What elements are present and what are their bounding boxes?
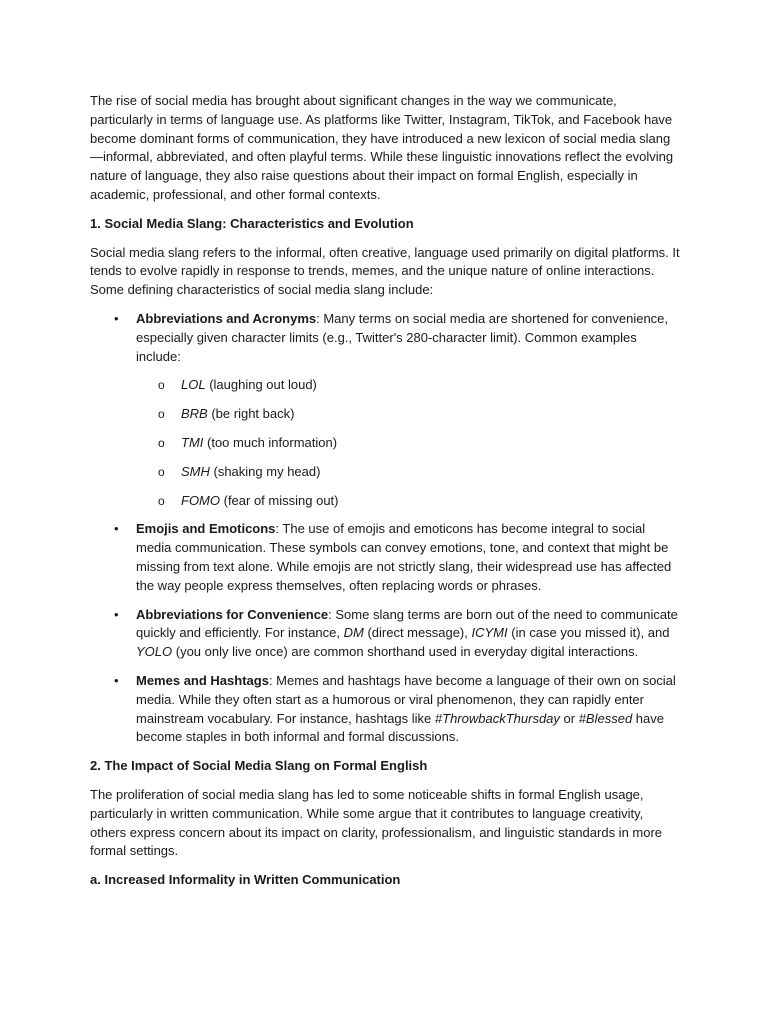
bullet-text: (you only live once) are common shorthand used in everyday digital interactions. [172,644,639,660]
example-abbr: LOL [181,377,206,393]
list-item [136,405,680,424]
bullet-text: : Memes and hashtags have become a language of their own on social media. While they often start as a humorous or viral phenomenon, they can rapidly enter mainstream vocabulary. For instance, hashtags like [136,672,676,726]
section-2-paragraph: The proliferation of social media slang has led to some noticeable shifts in formal English usage, particularly in written communication. While some argue that it contributes to language creativity, others express concern about its impact on clarity, professionalism, and linguistic standards in more formal settings. [90,786,663,859]
bullet-text: or [559,710,579,726]
example-meaning: (fear of missing out) [220,492,339,508]
bullet-text: have become staples in both informal and formal discussions. [136,710,664,745]
list-item [90,310,680,510]
bullet-term: Emojis and Emoticons [136,521,276,537]
circle-bullet-icon: o [158,407,165,422]
bullet-text: (in case you missed it), and [507,625,670,641]
section-2a-subheading: a. Increased Informality in Written Communication [90,872,401,888]
bullet-term: Memes and Hashtags [136,672,269,688]
bullet-term: Abbreviations for Convenience [136,606,329,622]
example-meaning: (too much information) [203,434,338,450]
section-2-heading: 2. The Impact of Social Media Slang on Formal English [90,758,428,774]
example-abbr: BRB [181,406,208,422]
list-item [90,606,680,662]
inline-term: ICYMI [471,625,508,641]
document-page [90,92,680,900]
bullet-text: : The use of emojis and emoticons has become integral to social media communication. These symbols can convey emotions, tone, and context that might be missing from text alone. While emojis are not strictly slang, their widespread use has affected the way people express themselves, often replacing words or phrases. [136,521,672,593]
example-meaning: (shaking my head) [209,463,321,479]
circle-bullet-icon: o [158,435,165,450]
bullet-icon: • [114,310,119,326]
example-abbr: SMH [181,463,210,479]
circle-bullet-icon: o [158,464,165,479]
circle-bullet-icon: o [158,378,165,393]
inline-term: DM [343,625,364,641]
example-abbr: FOMO [181,492,220,508]
example-abbr: TMI [181,434,204,450]
list-item [136,463,680,482]
section-1-heading: 1. Social Media Slang: Characteristics and Evolution [90,215,414,231]
example-meaning: (be right back) [207,406,295,422]
bullet-icon: • [114,606,119,622]
bullet-term: Abbreviations and Acronyms [136,310,317,326]
list-item [90,520,680,595]
list-item [90,672,680,747]
bullet-icon: • [114,672,119,688]
circle-bullet-icon: o [158,493,165,508]
inline-hashtag: #ThrowbackThursday [434,710,560,726]
section-1-paragraph: Social media slang refers to the informal, often creative, language used primarily on digital platforms. It tends to evolve rapidly in response to trends, memes, and the unique nature of online interactions. Some defining characteristics of social media slang include: [90,244,680,298]
bullet-text: : Some slang terms are born out of the need to communicate quickly and efficiently. For instance, [136,606,678,641]
inline-hashtag: #Blessed [578,710,633,726]
list-item [136,376,680,395]
list-item [136,434,680,453]
bullet-text: : Many terms on social media are shortened for convenience, especially given character limits (e.g., Twitter's 280-character limit). Common examples include: [136,310,669,364]
inline-term: YOLO [136,644,173,660]
bullet-icon: • [114,521,119,537]
characteristics-list [90,310,680,747]
list-item [136,492,680,511]
bullet-text: (direct message), [363,625,472,641]
intro-paragraph: The rise of social media has brought about significant changes in the way we communicate, particularly in terms of language use. As platforms like Twitter, Instagram, TikTok, and Facebook have become dominant forms of communication, they have introduced a new lexicon of social media slang—informal, abbreviated, and often playful terms. While these linguistic innovations reflect the evolving nature of language, they also raise questions about their impact on formal English, especially in academic, professional, and other formal contexts. [90,93,674,202]
example-meaning: (laughing out loud) [205,377,317,393]
examples-list [136,376,680,510]
